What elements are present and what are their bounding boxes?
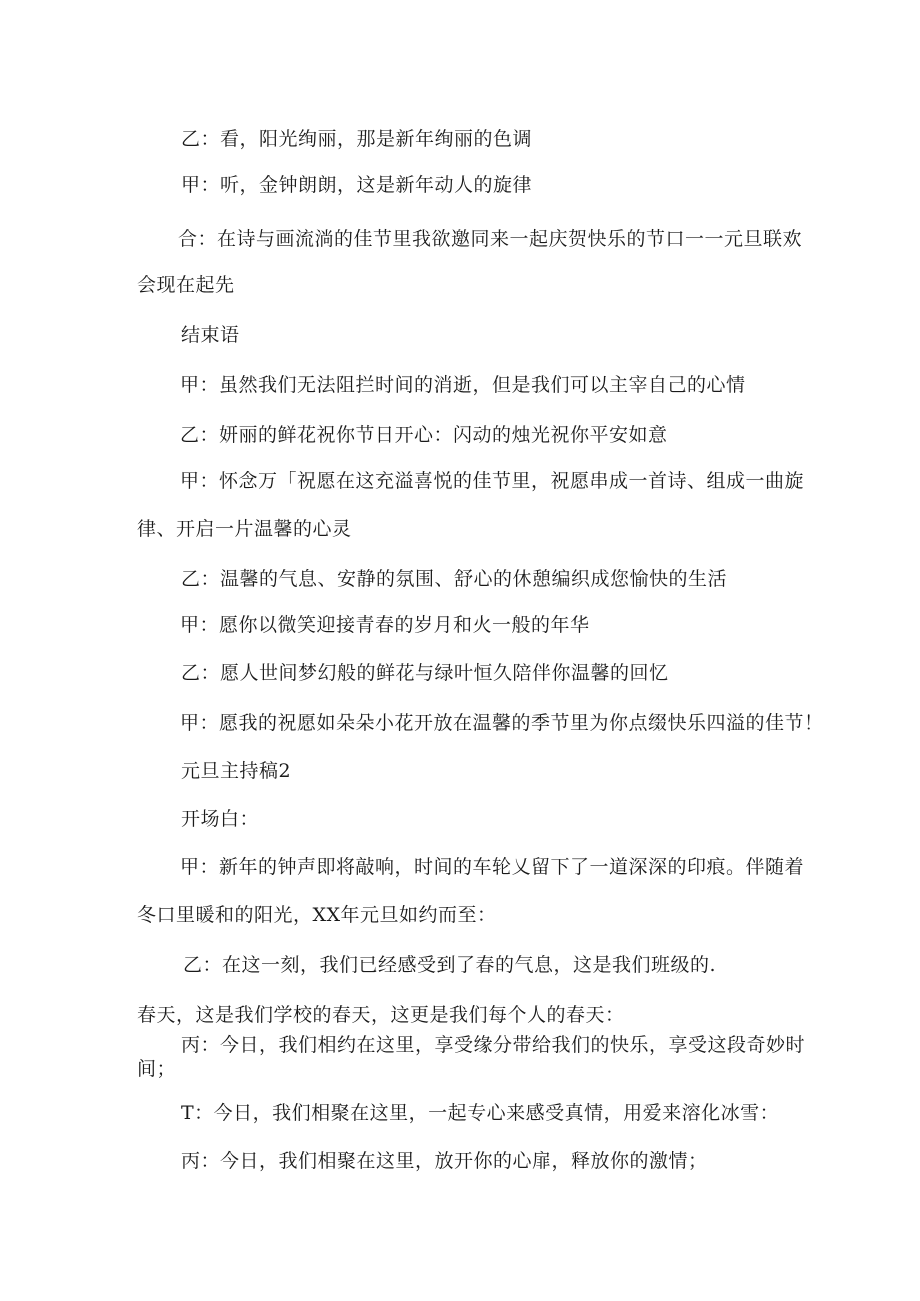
- dialogue-line: 甲：新年的钟声即将敲响，时间的车轮乂留下了一道深深的印痕。伴随着: [180, 856, 805, 878]
- dialogue-line: 甲：听，金钟朗朗，这是新年动人的旋律: [181, 174, 533, 196]
- dialogue-line: T：今日，我们相聚在这里，一起专心来感受真情，用爱来溶化冰雪：: [181, 1102, 780, 1124]
- section-heading: 开场白：: [181, 808, 260, 830]
- dialogue-line: 乙：妍丽的鲜花祝你节日开心：闪动的烛光祝你平安如意: [180, 424, 668, 446]
- dialogue-line: 甲：虽然我们无法阻拦时间的消逝，但是我们可以主宰自己的心情: [180, 374, 746, 396]
- dialogue-line: 乙：愿人世间梦幻般的鲜花与绿叶恒久陪伴你温馨的回忆: [181, 662, 669, 684]
- dialogue-line: 合：在诗与画流淌的佳节里我欲邀同来一起庆贺快乐的节口一一元旦联欢: [178, 228, 803, 250]
- dialogue-line-continuation: 冬口里暖和的阳光，XX年元旦如约而至：: [137, 904, 497, 926]
- dialogue-line-continuation: 春天，这是我们学校的春天，这更是我们每个人的春天：: [137, 1004, 625, 1026]
- dialogue-line-continuation: 间；: [137, 1058, 177, 1080]
- section-title: 元旦主持稿2: [181, 760, 292, 782]
- dialogue-line-continuation: 会现在起先: [137, 274, 235, 296]
- dialogue-line-continuation: 律、开启一片温馨的心灵: [137, 518, 352, 540]
- dialogue-line: 乙：在这一刻，我们已经感受到了春的气息，这是我们班级的.: [183, 954, 717, 976]
- dialogue-line: 甲：愿我的祝愿如朵朵小花开放在温馨的季节里为你点缀快乐四溢的佳节！: [180, 712, 824, 734]
- dialogue-line: 乙：看，阳光绚丽，那是新年绚丽的色调: [181, 128, 533, 150]
- dialogue-line: 丙：今日，我们相聚在这里，放开你的心扉，释放你的激情；: [181, 1150, 708, 1172]
- dialogue-line: 丙：今日，我们相约在这里，享受缘分带给我们的快乐，享受这段奇妙时: [181, 1034, 806, 1056]
- dialogue-line: 甲：愿你以微笑迎接青春的岁月和火一般的年华: [180, 614, 590, 636]
- dialogue-line: 乙：温馨的气息、安静的氛围、舒心的休憩编织成您愉快的生活: [181, 568, 728, 590]
- dialogue-line: 甲：怀念万「祝愿在这充溢喜悦的佳节里，祝愿串成一首诗、组成一曲旋: [180, 470, 805, 492]
- section-heading: 结束语: [181, 324, 240, 346]
